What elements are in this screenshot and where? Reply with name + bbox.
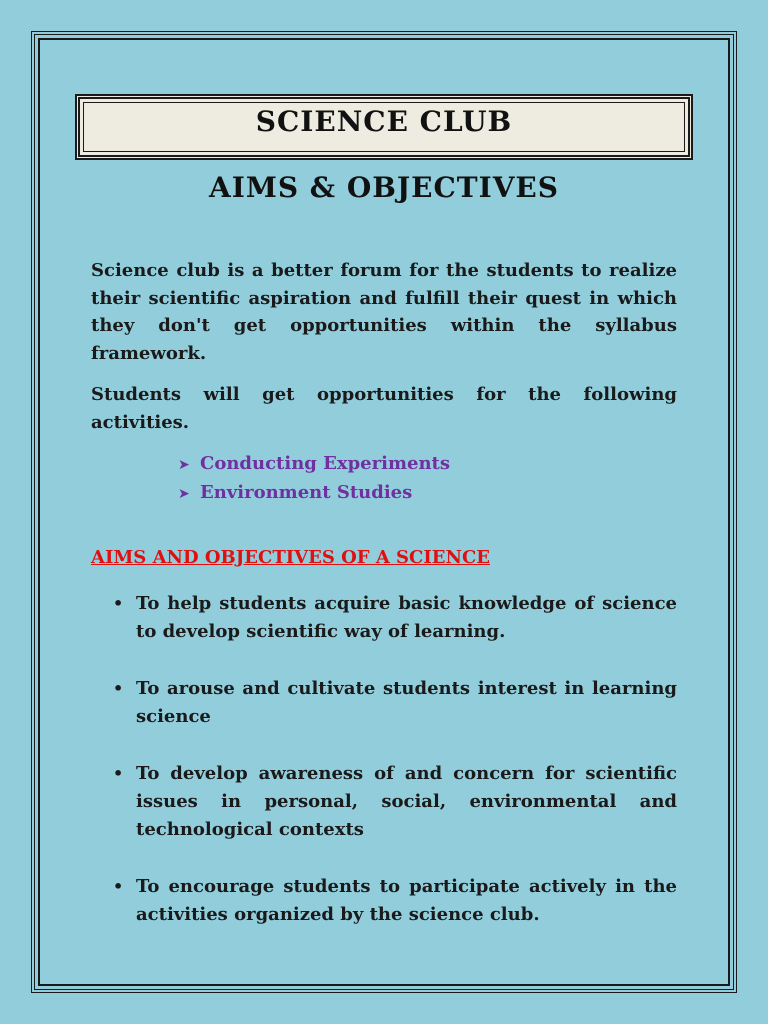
- activity-label: Environment Studies: [200, 482, 413, 503]
- arrowhead-bullet-icon: ➤: [178, 486, 190, 502]
- activity-item: [178, 479, 450, 508]
- activity-item: [178, 450, 450, 479]
- aim-item: [91, 873, 677, 929]
- aim-text: To help students acquire basic knowledge of science to develop scientific way of learning.: [136, 593, 677, 642]
- aim-text: To arouse and cultivate students interest in learning science: [136, 678, 677, 727]
- aims-heading: AIMS AND OBJECTIVES OF A SCIENCE: [91, 547, 491, 568]
- dot-bullet-icon: •: [113, 594, 124, 613]
- aim-item: [91, 675, 677, 731]
- aims-list: [91, 590, 677, 929]
- aim-item: [91, 590, 677, 646]
- aim-text: To encourage students to participate actively in the activities organized by the science club.: [136, 876, 677, 925]
- page-subtitle: AIMS & OBJECTIVES: [209, 171, 559, 204]
- activities-lead-paragraph: Students will get opportunities for the following activities.: [91, 384, 677, 433]
- title-box: [75, 94, 693, 160]
- arrowhead-bullet-icon: ➤: [178, 457, 190, 473]
- dot-bullet-icon: •: [113, 764, 124, 783]
- page-title: SCIENCE CLUB: [255, 105, 513, 138]
- activity-label: Conducting Experiments: [200, 453, 450, 474]
- intro-paragraph: Science club is a better forum for the students to realize their scientific aspiration and fulfill their quest in which they don't get opportunities within the syllabus framework.: [91, 260, 677, 364]
- activities-list: [178, 450, 450, 508]
- dot-bullet-icon: •: [113, 679, 124, 698]
- aim-text: To develop awareness of and concern for scientific issues in personal, social, environmental and technological contexts: [136, 763, 677, 840]
- aim-item: [91, 760, 677, 844]
- dot-bullet-icon: •: [113, 877, 124, 896]
